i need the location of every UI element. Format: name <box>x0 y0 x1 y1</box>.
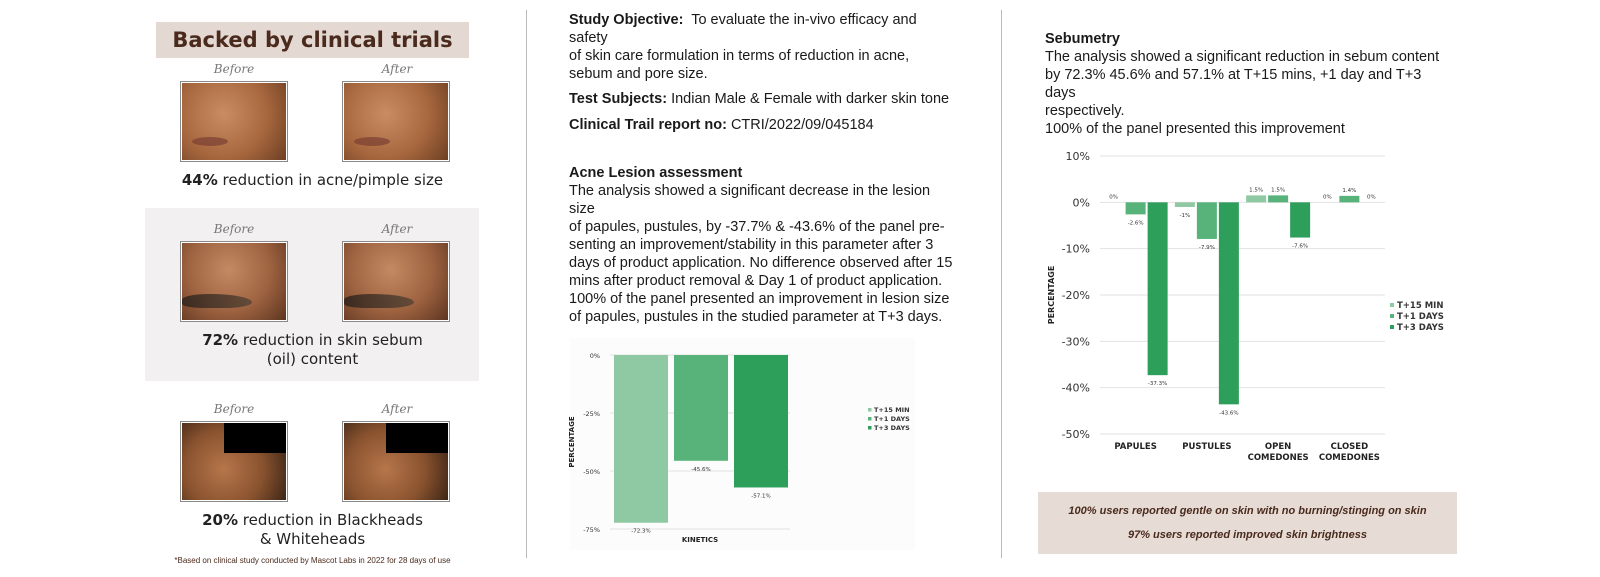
legend-swatch <box>1390 303 1394 307</box>
x-tick-label: COMEDONES <box>1247 453 1309 463</box>
before-photo-blackheads <box>180 421 288 502</box>
objective-text-3: sebum and pore size. <box>569 66 708 82</box>
result-sebum-text-2: (oil) content <box>266 350 359 368</box>
y-tick-label: -30% <box>1061 335 1090 349</box>
acne-line: of papules, pustules, by -37.7% & -43.6% of the panel pre- <box>569 219 945 235</box>
acne-heading: Acne Lesion assessment <box>569 165 743 181</box>
data-label: -57.1% <box>751 493 771 500</box>
test-subjects <box>569 90 959 108</box>
banner-title: Backed by clinical trials <box>156 22 469 58</box>
y-tick-label: -50% <box>583 468 600 476</box>
summary-line-1: 100% users reported gentle on skin with no burning/stinging on skin <box>1068 504 1427 517</box>
bar-t-15-min <box>614 355 668 523</box>
y-tick-label: -40% <box>1061 381 1090 395</box>
result-sebum-text: reduction in skin sebum <box>242 331 423 349</box>
data-label: 1.5% <box>1271 187 1286 194</box>
after-photo-sebum <box>342 241 450 322</box>
bar-t-1-days <box>1197 202 1217 239</box>
data-label: -1% <box>1179 212 1191 219</box>
y-tick-label: 10% <box>1065 150 1090 163</box>
legend-label: T+3 DAYS <box>874 424 910 432</box>
clinical-report <box>569 116 959 134</box>
acne-line: The analysis showed a significant decrease in the lesion size <box>569 183 931 217</box>
result-acne-value: 44% <box>181 171 218 189</box>
y-axis-label: PERCENTAGE <box>1047 265 1056 325</box>
x-tick-label: COMEDONES <box>1318 453 1380 463</box>
data-label: 0% <box>1367 194 1376 201</box>
objective-text-2: of skin care formulation in terms of reduction in acne, <box>569 48 910 64</box>
data-label: -72.3% <box>631 528 651 535</box>
y-tick-label: -25% <box>583 410 600 418</box>
legend-label: T+15 MIN <box>874 406 910 414</box>
acne-line: days of product application. No difference observed after 15 <box>569 255 953 271</box>
before-photo-acne <box>180 81 288 162</box>
result-sebum <box>156 331 469 369</box>
y-tick-label: -75% <box>583 526 600 534</box>
bar-t-15-min <box>1246 195 1266 202</box>
user-feedback-box <box>1038 492 1457 554</box>
acne-line: mins after product removal & Day 1 of product application. <box>569 273 943 289</box>
data-label: -45.6% <box>691 466 711 473</box>
bar-t-3-days <box>734 355 788 487</box>
after-label: After <box>381 402 413 416</box>
footnote: *Based on clinical study conducted by Mascot Labs in 2022 for 28 days of use <box>174 556 451 565</box>
y-tick-label: 0% <box>589 352 600 360</box>
column-divider <box>1001 10 1002 558</box>
bar-t-1-days <box>1268 195 1288 202</box>
bar-t-1-days <box>674 355 728 461</box>
report-number: CTRI/2022/09/045184 <box>730 117 874 133</box>
y-tick-label: -50% <box>1061 428 1090 441</box>
legend-label: T+3 DAYS <box>1397 323 1444 333</box>
lesion-chart <box>1040 140 1450 470</box>
before-label: Before <box>213 62 255 76</box>
after-photo-blackheads <box>342 421 450 502</box>
data-label: 0% <box>1323 194 1332 201</box>
legend-label: T+15 MIN <box>1397 301 1444 311</box>
sebumetry-line: 100% of the panel presented this improvement <box>1045 121 1345 137</box>
subjects-label: Test Subjects: <box>569 91 668 107</box>
bar-t-3-days <box>1290 202 1310 237</box>
data-label: -43.6% <box>1219 410 1239 417</box>
y-axis-label: PERCENTAGE <box>568 416 576 468</box>
bar-t-3-days <box>1148 202 1168 375</box>
after-label: After <box>381 62 413 76</box>
x-tick-label: PAPULES <box>1114 442 1157 452</box>
data-label: 1.5% <box>1249 187 1264 194</box>
legend-swatch <box>1390 314 1394 318</box>
sebumetry-line: by 72.3% 45.6% and 57.1% at T+15 mins, +1 day and T+3 days <box>1045 67 1422 101</box>
result-acne-text: reduction in acne/pimple size <box>222 171 444 189</box>
legend-swatch <box>868 426 872 430</box>
bar-t-3-days <box>1219 202 1239 404</box>
sebumetry-section <box>1045 30 1445 138</box>
result-blackheads-value: 20% <box>202 511 238 529</box>
acne-line: 100% of the panel presented an improvement in lesion size <box>569 291 950 307</box>
sebumetry-line: The analysis showed a significant reduction in sebum content <box>1045 49 1440 65</box>
report-label: Clinical Trail report no: <box>569 117 727 133</box>
objective-label: Study Objective: <box>569 12 684 28</box>
legend-swatch <box>868 417 872 421</box>
after-label: After <box>381 222 413 236</box>
legend-swatch <box>1390 325 1394 329</box>
result-blackheads <box>156 511 469 549</box>
result-blackheads-text: reduction in Blackheads <box>242 511 423 529</box>
summary-line-2: 97% users reported improved skin brightness <box>1127 529 1368 542</box>
bar-t-15-min <box>1175 202 1195 207</box>
y-tick-label: -10% <box>1061 242 1090 256</box>
legend-label: T+1 DAYS <box>1397 312 1444 322</box>
result-sebum-value: 72% <box>202 331 239 349</box>
y-tick-label: 0% <box>1072 196 1090 210</box>
acne-line: of papules, pustules in the studied parameter at T+3 days. <box>569 309 943 325</box>
before-label: Before <box>213 402 255 416</box>
data-label: -7.6% <box>1292 243 1309 250</box>
result-blackheads-text-2: & Whiteheads <box>259 530 366 548</box>
after-photo-acne <box>342 81 450 162</box>
data-label: 0% <box>1109 194 1118 201</box>
x-tick-label: CLOSED <box>1330 442 1369 452</box>
column-divider <box>526 10 527 558</box>
legend-swatch <box>868 408 872 412</box>
data-label: -2.6% <box>1127 220 1144 227</box>
bar-t-1-days <box>1339 196 1359 202</box>
x-tick-label: PUSTULES <box>1182 442 1232 452</box>
before-label: Before <box>213 222 255 236</box>
before-photo-sebum <box>180 241 288 322</box>
data-label: -37.3% <box>1147 381 1168 388</box>
y-tick-label: -20% <box>1061 289 1090 302</box>
legend-label: T+1 DAYS <box>874 415 910 423</box>
data-label: -7.9% <box>1198 244 1215 251</box>
acne-line: senting an improvement/stability in this parameter after 3 <box>569 237 934 253</box>
kinetics-chart <box>570 338 915 550</box>
study-objective <box>569 11 954 83</box>
objective-text-1: To evaluate the in-vivo efficacy and safety <box>569 12 917 46</box>
bar-t-1-days <box>1126 202 1146 214</box>
x-axis-label: KINETICS <box>681 536 719 544</box>
acne-assessment <box>569 164 954 326</box>
result-acne <box>156 171 469 190</box>
sebumetry-heading: Sebumetry <box>1045 31 1120 47</box>
x-tick-label: OPEN <box>1264 442 1292 452</box>
subjects-text: Indian Male & Female with darker skin tone <box>671 91 950 107</box>
sebumetry-line: respectively. <box>1045 103 1125 119</box>
data-label: 1.4% <box>1342 187 1357 194</box>
